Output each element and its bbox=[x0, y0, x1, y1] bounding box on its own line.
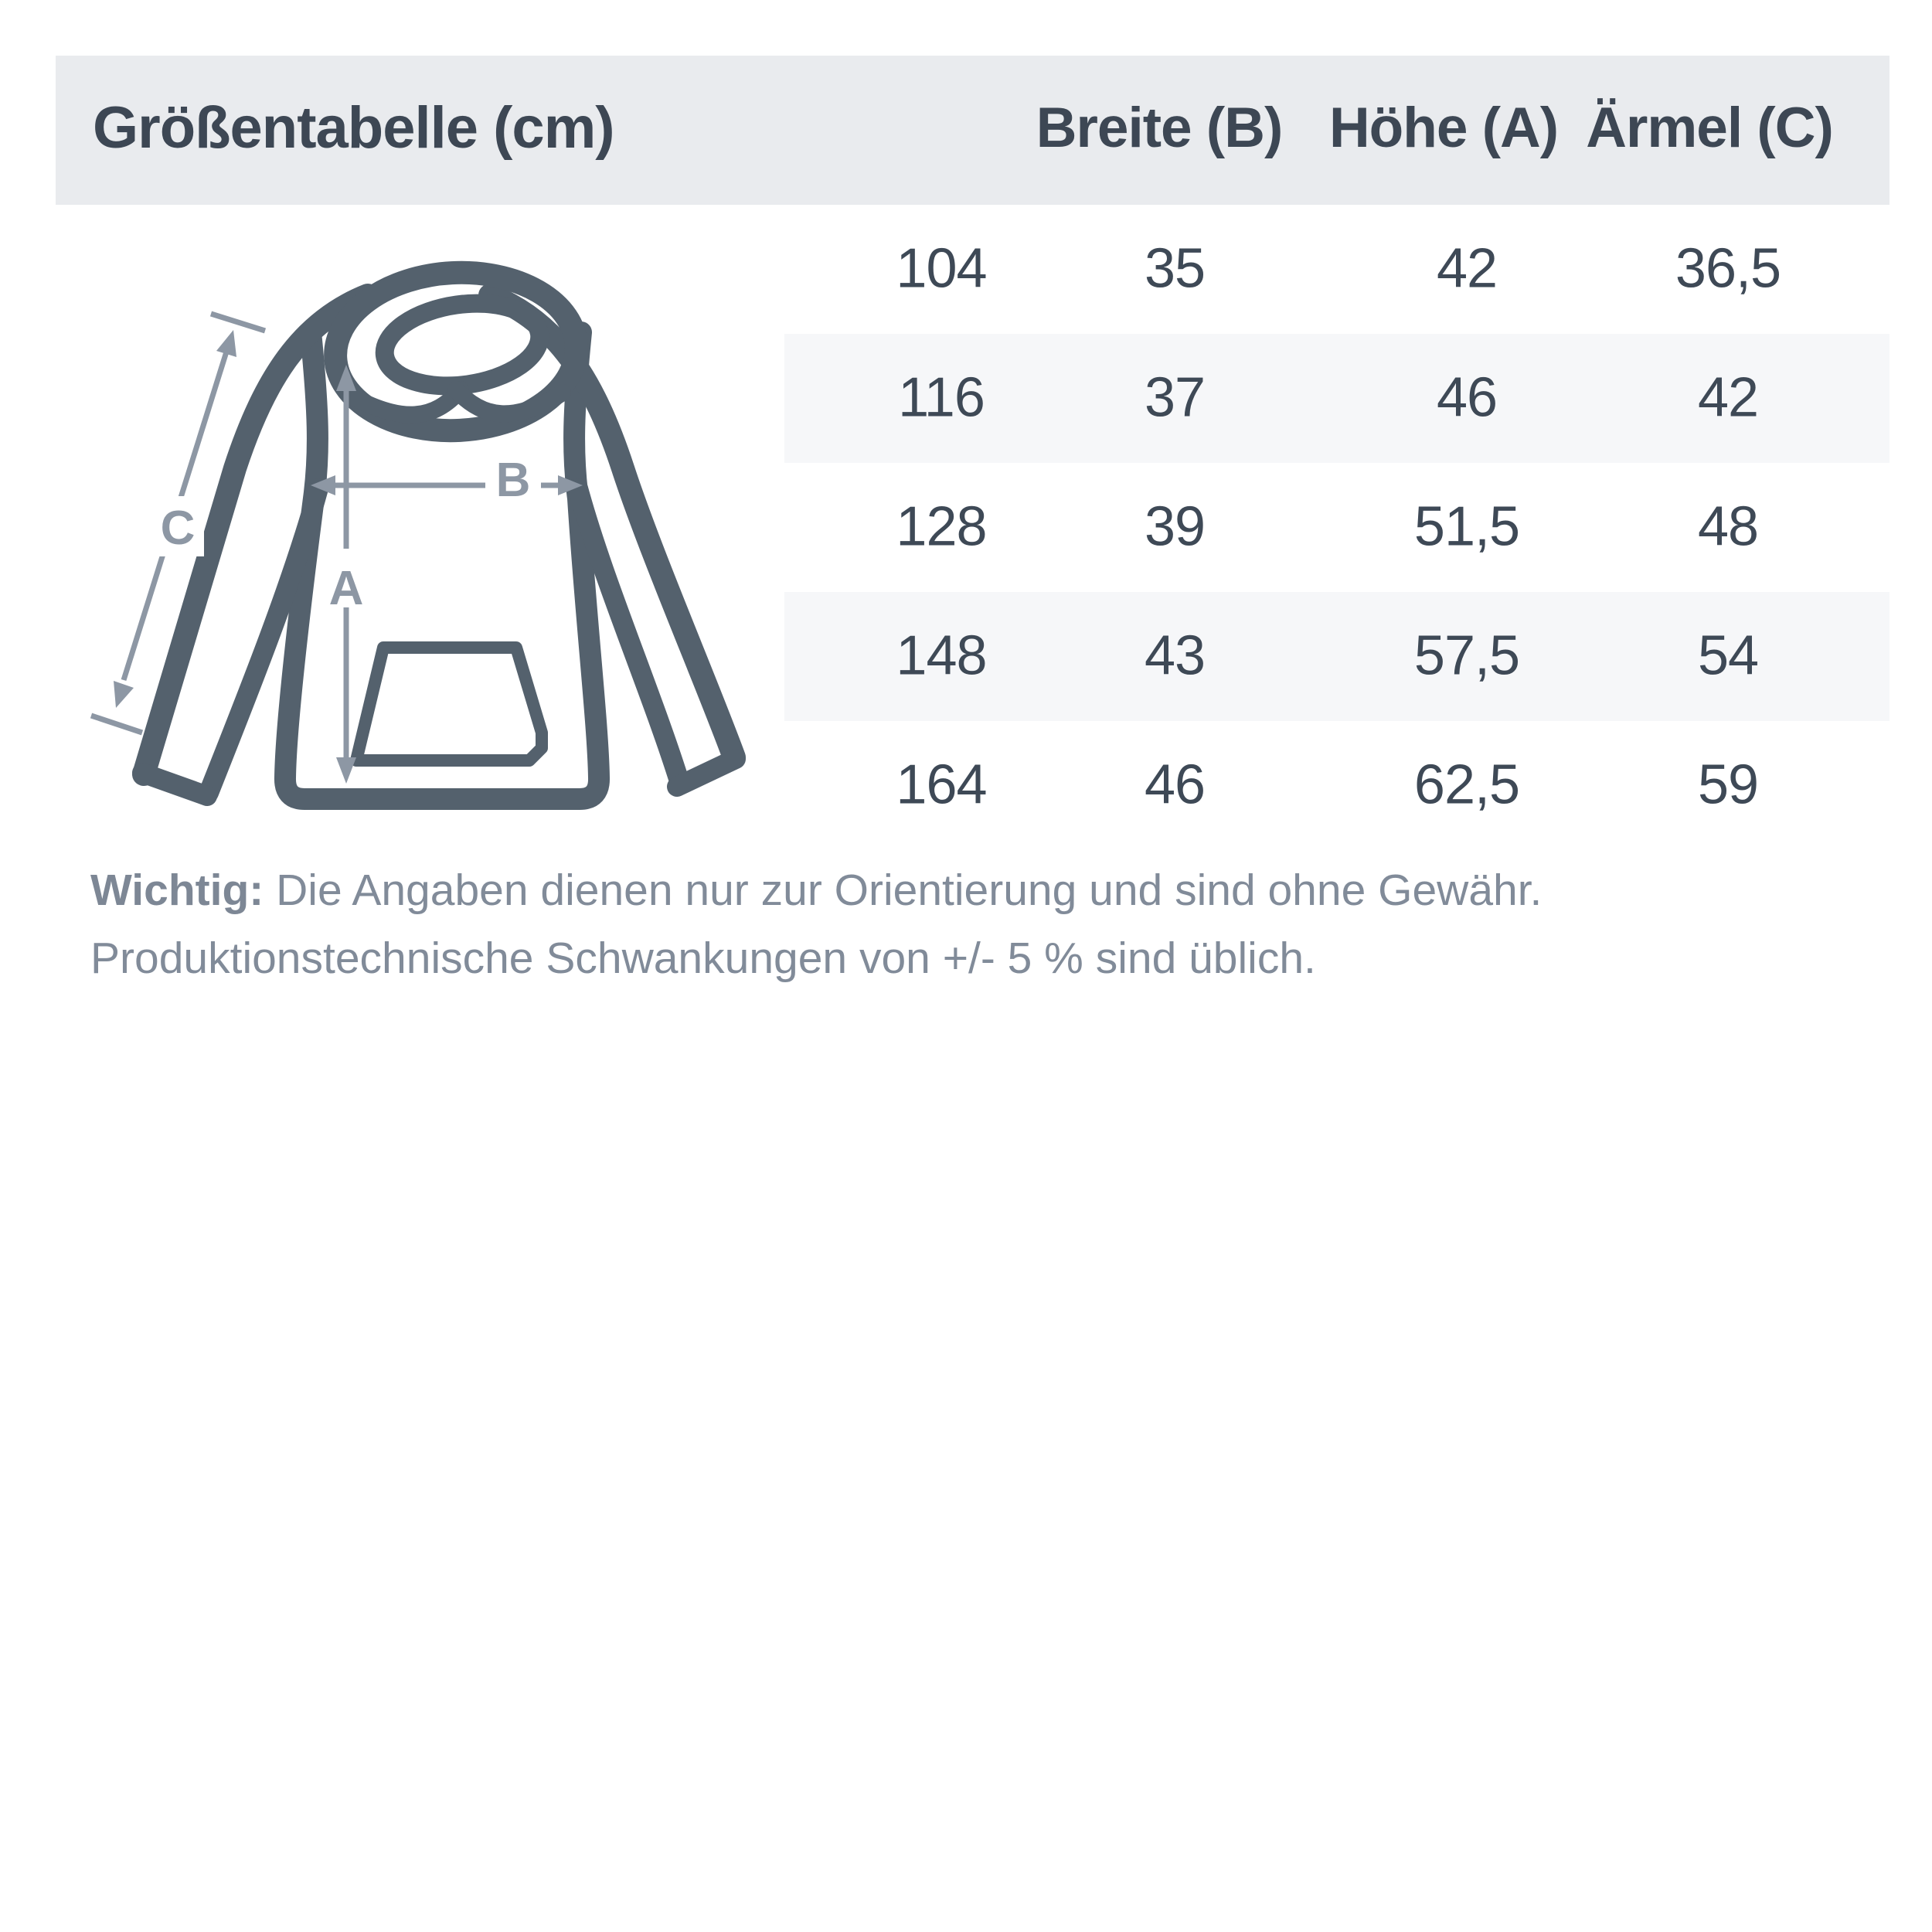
cell-hoehe: 51,5 bbox=[1413, 495, 1520, 557]
cell-hoehe: 62,5 bbox=[1413, 753, 1520, 815]
arrow-c-bottom-tick bbox=[91, 716, 142, 733]
column-header-hoehe: Höhe (A) bbox=[1328, 96, 1559, 159]
cell-aermel: 48 bbox=[1697, 495, 1759, 557]
arrow-c-head-top bbox=[216, 330, 236, 357]
collar-right-arc bbox=[456, 389, 563, 413]
table-row bbox=[784, 721, 1889, 850]
right-cuff bbox=[677, 759, 736, 787]
disclaimer-note-line1: Die Angaben dienen nur zur Orientierung und sind ohne Gewähr. bbox=[264, 866, 1543, 915]
arrow-a-head-bottom bbox=[336, 757, 356, 784]
column-header-breite: Breite (B) bbox=[1036, 96, 1283, 159]
page-title: Größentabelle (cm) bbox=[93, 94, 614, 161]
hoodie-measurement-diagram bbox=[62, 216, 796, 850]
cell-hoehe: 42 bbox=[1436, 236, 1498, 299]
pocket bbox=[356, 648, 542, 760]
cell-hoehe: 46 bbox=[1436, 366, 1498, 428]
arrow-c-top-tick bbox=[211, 314, 265, 331]
table-row bbox=[784, 334, 1889, 463]
disclaimer-note-line2: Produktionstechnische Schwankungen von +/- 5 % sind üblich. bbox=[90, 934, 1316, 983]
cell-size: 128 bbox=[896, 495, 987, 557]
disclaimer-note bbox=[90, 856, 1542, 992]
table-row bbox=[784, 205, 1889, 334]
table-row bbox=[784, 592, 1889, 721]
table-header-band bbox=[56, 56, 1889, 205]
cell-breite: 37 bbox=[1144, 366, 1206, 428]
cell-aermel: 59 bbox=[1697, 753, 1759, 815]
label-a: A bbox=[328, 562, 364, 615]
cell-breite: 43 bbox=[1144, 624, 1206, 686]
disclaimer-note-bold-prefix: Wichtig: bbox=[90, 866, 264, 915]
column-header-aermel: Ärmel (C) bbox=[1586, 96, 1833, 159]
table-row bbox=[784, 463, 1889, 592]
cell-size: 148 bbox=[896, 624, 987, 686]
cell-size: 104 bbox=[896, 236, 987, 299]
label-c: C bbox=[160, 502, 196, 555]
cell-aermel: 36,5 bbox=[1675, 236, 1781, 299]
size-table-body bbox=[784, 205, 1889, 850]
cell-aermel: 54 bbox=[1697, 624, 1759, 686]
cell-size: 164 bbox=[896, 753, 987, 815]
hood-inner-ring bbox=[379, 294, 546, 395]
cell-hoehe: 57,5 bbox=[1413, 624, 1520, 686]
arrow-c-head-bottom bbox=[114, 681, 134, 708]
cell-aermel: 42 bbox=[1697, 366, 1759, 428]
cell-size: 116 bbox=[898, 366, 985, 428]
cell-breite: 46 bbox=[1144, 753, 1206, 815]
cell-breite: 35 bbox=[1144, 236, 1206, 299]
width-arrow-b bbox=[311, 453, 583, 512]
label-b: B bbox=[495, 454, 531, 507]
left-cuff bbox=[142, 773, 207, 796]
cell-breite: 39 bbox=[1144, 495, 1206, 557]
